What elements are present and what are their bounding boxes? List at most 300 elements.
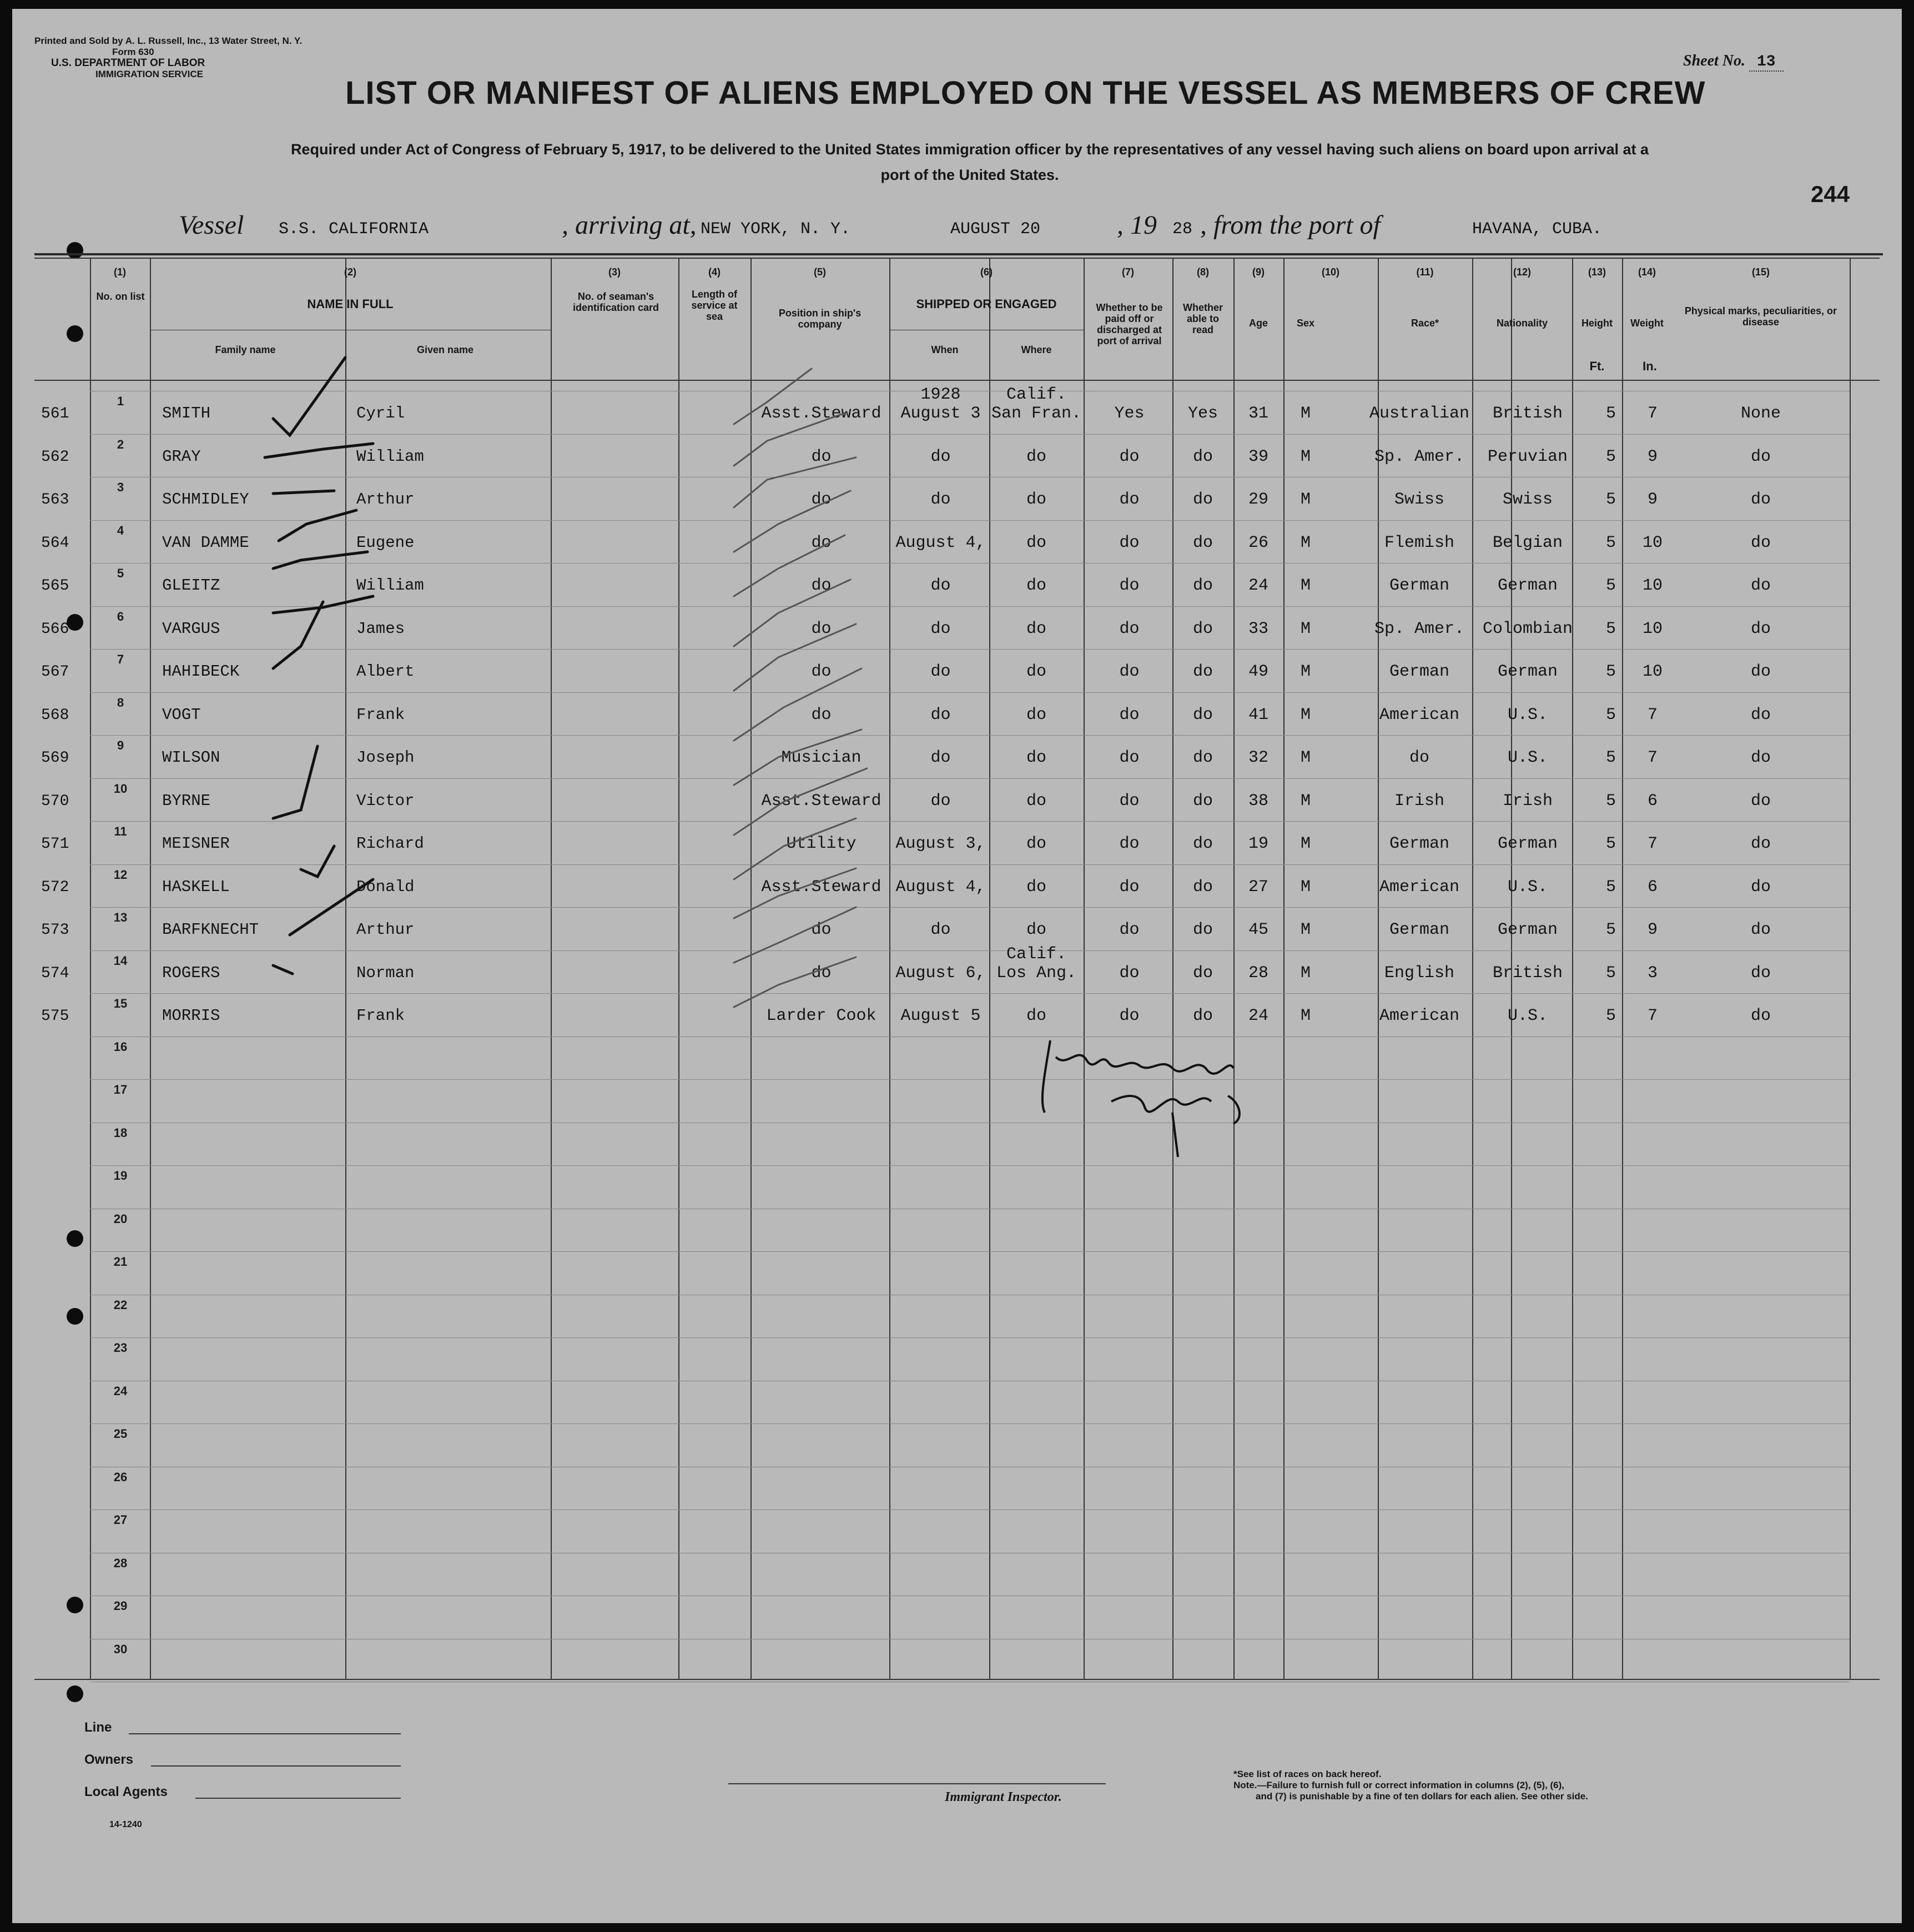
- cell-where: do: [1026, 1007, 1046, 1025]
- column-number: (10): [1321, 266, 1339, 278]
- row-number: 21: [113, 1255, 128, 1269]
- cell-family: SMITH: [162, 404, 211, 422]
- cell-in: 10: [1642, 619, 1663, 638]
- from-port-value: HAVANA, CUBA.: [1472, 220, 1603, 239]
- cell-in: 9: [1647, 447, 1658, 466]
- cell-position: Asst.Steward: [761, 877, 882, 897]
- header-name-in-full: NAME IN FULL: [307, 297, 394, 311]
- row-number: 5: [117, 566, 124, 580]
- cell-position: Larder Cook: [766, 1007, 877, 1025]
- cell-sex: M: [1300, 576, 1311, 595]
- cell-where: do: [1026, 533, 1046, 552]
- header-physical: Physical marks, peculiarities, or disease: [1684, 305, 1837, 328]
- cell-marks: do: [1750, 834, 1771, 853]
- cell-where: do: [1026, 920, 1046, 939]
- cell-age: 33: [1248, 619, 1268, 638]
- service: IMMIGRATION SERVICE: [95, 69, 203, 79]
- cell-given: Frank: [356, 1007, 405, 1025]
- margin-number: 571: [41, 836, 69, 853]
- cell-age: 41: [1248, 705, 1268, 724]
- cell-where: do: [1026, 576, 1046, 595]
- row-number: 30: [113, 1642, 128, 1656]
- ruled-line: [90, 1251, 1850, 1252]
- cell-given: Arthur: [356, 920, 415, 939]
- cell-read: do: [1192, 490, 1213, 509]
- arrival-date: AUGUST 20: [950, 220, 1041, 239]
- column-number: (1): [114, 266, 126, 278]
- row-number: 8: [117, 695, 124, 710]
- cell-read: do: [1192, 576, 1213, 595]
- cell-position: Asst.Steward: [761, 404, 882, 423]
- cell-where: Los Ang.: [996, 963, 1077, 983]
- check-mark: [273, 552, 367, 568]
- cell-race: English: [1384, 963, 1455, 983]
- cell-race: Swiss: [1394, 490, 1444, 509]
- cell-in: 10: [1642, 662, 1663, 681]
- row-number: 12: [113, 867, 128, 882]
- column-number: (12): [1513, 266, 1531, 278]
- subtitle-line-1: Required under Act of Congress of February 5, 1917, to be delivered to the United States immigration officer by the representatives of any vessel having such aliens on board upon arrival at a: [290, 141, 1649, 158]
- cell-read: do: [1192, 791, 1213, 811]
- cell-nationality: Peruvian: [1487, 447, 1568, 466]
- cell-position: Musician: [781, 748, 862, 767]
- table-top-border: [34, 258, 1880, 259]
- row-number: 26: [113, 1470, 128, 1484]
- printer-imprint: [34, 36, 423, 80]
- margin-number: 568: [41, 706, 69, 724]
- cell-age: 19: [1248, 834, 1268, 853]
- cell-when: do: [930, 490, 951, 509]
- margin-number: 566: [41, 620, 69, 638]
- cell-sex: M: [1300, 619, 1311, 638]
- printer-line: Printed and Sold by A. L. Russell, Inc., 13 Water Street, N. Y.: [34, 36, 303, 46]
- cell-given: Cyril: [356, 404, 405, 422]
- sheet-label: Sheet No.: [1683, 52, 1745, 69]
- cell-age: 26: [1248, 533, 1268, 552]
- cell-age: 32: [1248, 748, 1268, 767]
- cell-nationality: Belgian: [1492, 533, 1563, 552]
- cell-nationality: Swiss: [1502, 490, 1553, 509]
- ruled-line: [90, 1337, 1850, 1338]
- cell-paid: do: [1119, 447, 1140, 466]
- cell-in: 9: [1647, 490, 1658, 509]
- margin-number: 573: [41, 922, 69, 939]
- header-length-service: Length of service at sea: [691, 289, 738, 322]
- header-no-on-list: No. on list: [96, 291, 145, 302]
- cell-age: 24: [1248, 576, 1268, 595]
- row-number: 18: [113, 1125, 128, 1140]
- cell-position: do: [811, 705, 832, 724]
- cell-family: VOGT: [162, 705, 201, 724]
- cell-given: Norman: [356, 963, 415, 982]
- row-number: 1: [117, 394, 124, 408]
- ruled-line: [90, 606, 1850, 607]
- column-divider: [345, 258, 346, 1679]
- row-number: 14: [113, 953, 128, 968]
- row-number: 19: [113, 1169, 128, 1183]
- cell-position: do: [811, 662, 832, 681]
- cell-marks: None: [1740, 404, 1781, 423]
- ruled-line: [90, 1079, 1850, 1080]
- ruled-line: [90, 692, 1850, 693]
- cell-read: do: [1192, 963, 1213, 983]
- ruled-line: [90, 520, 1850, 521]
- column-number: (6): [980, 266, 993, 278]
- column-divider: [889, 258, 890, 1679]
- cell-position: do: [811, 963, 832, 983]
- cell-position: do: [811, 920, 832, 939]
- cell-race: Australian: [1369, 404, 1470, 423]
- cell-where: San Fran.: [991, 404, 1082, 423]
- cell-race: Flemish: [1384, 533, 1455, 552]
- header-weight: Weight: [1630, 318, 1664, 329]
- footer-line-blank: [129, 1733, 401, 1734]
- cell-family: VARGUS: [162, 619, 220, 638]
- row-number: 9: [117, 738, 124, 752]
- margin-number: 570: [41, 792, 69, 810]
- cell-read: do: [1192, 619, 1213, 638]
- footer-owners-label: Owners: [84, 1752, 134, 1767]
- cell-age: 31: [1248, 404, 1268, 423]
- cell-read: do: [1192, 662, 1213, 681]
- cell-race: Irish: [1394, 791, 1444, 811]
- cell-marks: do: [1750, 576, 1771, 595]
- cell-read: do: [1192, 748, 1213, 767]
- cell-sex: M: [1300, 748, 1311, 767]
- cell-in: 7: [1647, 404, 1658, 423]
- cell-marks: do: [1750, 705, 1771, 724]
- ruled-line: [90, 950, 1850, 951]
- cell-in: 7: [1647, 705, 1658, 724]
- row-number: 24: [113, 1383, 128, 1398]
- cell-nationality: U.S.: [1507, 748, 1548, 767]
- column-number: (14): [1638, 266, 1656, 278]
- header-given-name: Given name: [416, 344, 474, 355]
- header-nationality: Nationality: [1496, 318, 1548, 329]
- cell-when: do: [930, 576, 951, 595]
- cell-nationality: U.S.: [1507, 1007, 1548, 1025]
- cell-when: do: [930, 748, 951, 767]
- cell-race: do: [1409, 748, 1429, 767]
- inspector-label: Immigrant Inspector.: [945, 1790, 1062, 1804]
- cell-when: do: [930, 705, 951, 724]
- vessel-label: Vessel: [179, 210, 244, 240]
- cell-given: William: [356, 576, 424, 595]
- cell-where-state: Calif.: [1006, 944, 1067, 964]
- page-title: LIST OR MANIFEST OF ALIENS EMPLOYED ON THE VESSEL AS MEMBERS OF CREW: [345, 75, 1706, 111]
- cell-nationality: Colombian: [1482, 619, 1573, 638]
- cell-paid: do: [1119, 662, 1140, 681]
- cell-age: 24: [1248, 1007, 1268, 1025]
- cell-age: 28: [1248, 963, 1268, 983]
- cell-read: do: [1192, 834, 1213, 853]
- footer-owners-blank: [151, 1765, 401, 1767]
- column-divider: [1622, 258, 1623, 1679]
- cell-read: do: [1192, 920, 1213, 939]
- cell-paid: do: [1119, 576, 1140, 595]
- cell-family: VAN DAMME: [162, 533, 249, 552]
- manifest-sheet: [12, 9, 1902, 1923]
- footnote-penalty-2: and (7) is punishable by a fine of ten dollars for each alien. See other side.: [1256, 1791, 1588, 1802]
- cell-family: MEISNER: [162, 834, 230, 853]
- header-paid-off: Whether to be paid off or discharged at port of arrival: [1096, 302, 1163, 346]
- cell-marks: do: [1750, 533, 1771, 552]
- row-number: 15: [113, 997, 128, 1010]
- cell-age: 27: [1248, 877, 1268, 897]
- cell-in: 3: [1647, 963, 1658, 983]
- cell-sex: M: [1300, 705, 1311, 724]
- column-number: (8): [1197, 266, 1209, 278]
- voyage-line: [179, 210, 1844, 249]
- cell-marks: do: [1750, 1007, 1771, 1025]
- header-height: Height: [1581, 318, 1613, 329]
- row-number: 23: [113, 1341, 128, 1355]
- cell-race: Sp. Amer.: [1374, 619, 1465, 638]
- ruled-line: [90, 1423, 1850, 1424]
- cell-family: MORRIS: [162, 1007, 220, 1025]
- header-age: Age: [1248, 318, 1268, 329]
- row-number: 27: [113, 1513, 128, 1527]
- cell-paid: do: [1119, 705, 1140, 724]
- margin-number: 567: [41, 663, 69, 681]
- ruled-line: [90, 735, 1850, 736]
- row-number: 17: [113, 1083, 128, 1096]
- column-number: (11): [1416, 266, 1434, 278]
- cell-when-year: 1928: [920, 385, 961, 404]
- footer-agents-label: Local Agents: [84, 1784, 168, 1799]
- cell-in: 6: [1647, 791, 1658, 811]
- cell-sex: M: [1300, 662, 1311, 681]
- footnote-penalty-1: Note.—Failure to furnish full or correct information in columns (2), (5), (6),: [1233, 1780, 1564, 1790]
- cell-nationality: German: [1497, 662, 1558, 681]
- cell-age: 45: [1248, 920, 1268, 939]
- column-number: (2): [344, 266, 356, 278]
- year-label: , 19: [1117, 210, 1157, 240]
- column-number: (15): [1751, 266, 1770, 278]
- margin-number: 564: [41, 534, 69, 552]
- header-race: Race*: [1411, 318, 1439, 329]
- cell-nationality: U.S.: [1507, 877, 1548, 897]
- ruled-line: [90, 563, 1850, 564]
- cell-nationality: British: [1492, 404, 1563, 423]
- cell-when: do: [930, 920, 951, 939]
- cell-paid: do: [1119, 490, 1140, 509]
- arriving-value: NEW YORK, N. Y.: [701, 220, 851, 239]
- page-subtitle: [157, 137, 1783, 188]
- cell-paid: Yes: [1114, 404, 1145, 423]
- cell-when: do: [930, 447, 951, 466]
- arriving-label: , arriving at,: [562, 210, 697, 240]
- year-value: 28: [1172, 220, 1193, 239]
- row-number: 22: [113, 1297, 128, 1312]
- ruled-line: [90, 778, 1850, 779]
- cell-when: August 5: [900, 1007, 981, 1025]
- cell-ft: 5: [1605, 404, 1616, 423]
- ruled-line: [90, 434, 1850, 435]
- cell-sex: M: [1300, 447, 1311, 466]
- column-divider: [678, 258, 679, 1679]
- cell-when: August 3,: [895, 834, 986, 853]
- cell-in: 7: [1647, 1007, 1658, 1025]
- cell-read: do: [1192, 705, 1213, 724]
- cell-given: Victor: [356, 791, 415, 810]
- column-divider: [150, 258, 151, 1679]
- cell-race: German: [1389, 662, 1450, 681]
- cell-where: do: [1026, 490, 1046, 509]
- cell-position: do: [811, 447, 832, 466]
- ruled-line: [90, 649, 1850, 650]
- cell-in: 9: [1647, 920, 1658, 939]
- cell-sex: M: [1300, 963, 1311, 983]
- cell-where-state: Calif.: [1006, 385, 1067, 404]
- cell-read: do: [1192, 533, 1213, 552]
- page-number: 244: [1811, 181, 1850, 207]
- cell-in: 6: [1647, 877, 1658, 897]
- cell-ft: 5: [1605, 834, 1616, 853]
- row-number: 6: [117, 609, 124, 623]
- header-family-name: Family name: [215, 344, 276, 355]
- cell-age: 39: [1248, 447, 1268, 466]
- cell-given: Albert: [356, 662, 415, 681]
- cell-given: Arthur: [356, 490, 415, 509]
- column-divider: [751, 258, 752, 1679]
- footer-line-label: Line: [84, 1720, 112, 1735]
- column-number: (4): [708, 266, 721, 278]
- cell-ft: 5: [1605, 791, 1616, 811]
- margin-number: 562: [41, 448, 69, 466]
- cell-ft: 5: [1605, 533, 1616, 552]
- cell-position: do: [811, 576, 832, 595]
- cell-in: 10: [1642, 533, 1663, 552]
- row-number: 16: [113, 1039, 128, 1054]
- cell-when: August 6,: [895, 963, 986, 983]
- row-number: 10: [113, 781, 128, 796]
- subtitle-line-2: port of the United States.: [880, 167, 1059, 183]
- ruled-line: [90, 864, 1850, 865]
- column-number: (9): [1252, 266, 1265, 278]
- row-number: 13: [113, 910, 128, 924]
- cell-family: ROGERS: [162, 963, 220, 982]
- cell-age: 49: [1248, 662, 1268, 681]
- margin-number: 563: [41, 491, 69, 509]
- footnote-races: *See list of races on back hereof.: [1233, 1769, 1382, 1779]
- cell-ft: 5: [1605, 705, 1616, 724]
- cell-when: do: [930, 619, 951, 638]
- cell-when: August 3: [900, 404, 981, 423]
- cell-given: Richard: [356, 834, 424, 853]
- header-bottom-border: [34, 380, 1880, 381]
- department: U.S. DEPARTMENT OF LABOR: [51, 57, 205, 69]
- cell-sex: M: [1300, 834, 1311, 853]
- cell-where: do: [1026, 748, 1046, 767]
- cell-race: German: [1389, 834, 1450, 853]
- row-number: 29: [113, 1599, 128, 1613]
- cell-when: August 4,: [895, 533, 986, 552]
- ruled-line: [90, 1165, 1850, 1166]
- cell-given: Eugene: [356, 533, 415, 552]
- cell-marks: do: [1750, 748, 1771, 767]
- sheet-value: 13: [1749, 53, 1784, 72]
- column-divider: [1850, 258, 1851, 1679]
- cell-family: GLEITZ: [162, 576, 220, 595]
- column-divider: [90, 258, 91, 1679]
- cell-read: do: [1192, 1007, 1213, 1025]
- cell-race: German: [1389, 920, 1450, 939]
- cell-race: American: [1379, 1007, 1460, 1025]
- handwritten-marks: [12, 258, 1902, 1712]
- margin-number: 575: [41, 1008, 69, 1025]
- row-number: 7: [117, 652, 124, 666]
- check-mark: [273, 596, 373, 613]
- cell-ft: 5: [1605, 447, 1616, 466]
- cell-position: Asst.Steward: [761, 791, 882, 811]
- from-port-label: , from the port of: [1200, 210, 1381, 240]
- cell-nationality: German: [1497, 920, 1558, 939]
- check-mark: [273, 358, 345, 435]
- cell-given: James: [356, 619, 405, 638]
- cell-in: 7: [1647, 834, 1658, 853]
- header-ft: Ft.: [1589, 359, 1605, 373]
- cell-paid: do: [1119, 1007, 1140, 1025]
- cell-ft: 5: [1605, 490, 1616, 509]
- cell-paid: do: [1119, 963, 1140, 983]
- cell-family: HASKELL: [162, 877, 230, 896]
- cell-sex: M: [1300, 920, 1311, 939]
- margin-number: 572: [41, 878, 69, 896]
- cell-ft: 5: [1605, 920, 1616, 939]
- column-number: (5): [814, 266, 826, 278]
- footer-agents-blank: [195, 1798, 401, 1799]
- crew-table: [12, 258, 1902, 1712]
- inspector-signature-line: [728, 1783, 1106, 1784]
- cell-age: 38: [1248, 791, 1268, 811]
- margin-number: 565: [41, 577, 69, 595]
- cell-position: Utility: [786, 834, 857, 853]
- row-number: 3: [117, 480, 124, 494]
- cell-family: BYRNE: [162, 791, 211, 810]
- column-divider: [1084, 258, 1085, 1679]
- cell-when: do: [930, 662, 951, 681]
- row-number: 11: [114, 824, 127, 838]
- cell-race: German: [1389, 576, 1450, 595]
- column-number: (7): [1122, 266, 1134, 278]
- ruled-line: [90, 821, 1850, 822]
- footer-form-code: 14-1240: [109, 1820, 142, 1829]
- cell-sex: M: [1300, 533, 1311, 552]
- cell-paid: do: [1119, 748, 1140, 767]
- header-id-card: No. of seaman's identification card: [572, 291, 659, 313]
- cell-marks: do: [1750, 662, 1771, 681]
- cell-nationality: Irish: [1502, 791, 1553, 811]
- cell-where: do: [1026, 877, 1046, 897]
- cell-marks: do: [1750, 791, 1771, 811]
- header-when: When: [931, 344, 959, 355]
- cell-nationality: German: [1497, 576, 1558, 595]
- cell-given: William: [356, 447, 424, 466]
- cell-paid: do: [1119, 533, 1140, 552]
- cell-position: do: [811, 533, 832, 552]
- header-in: In.: [1643, 359, 1657, 373]
- row-number: 4: [117, 523, 124, 537]
- row-number: 25: [113, 1427, 128, 1441]
- cell-read: Yes: [1187, 404, 1218, 423]
- cell-position: do: [811, 490, 832, 509]
- cell-in: 7: [1647, 748, 1658, 767]
- cell-sex: M: [1300, 791, 1311, 811]
- cell-paid: do: [1119, 834, 1140, 853]
- cell-family: HAHIBECK: [162, 662, 240, 681]
- cell-age: 29: [1248, 490, 1268, 509]
